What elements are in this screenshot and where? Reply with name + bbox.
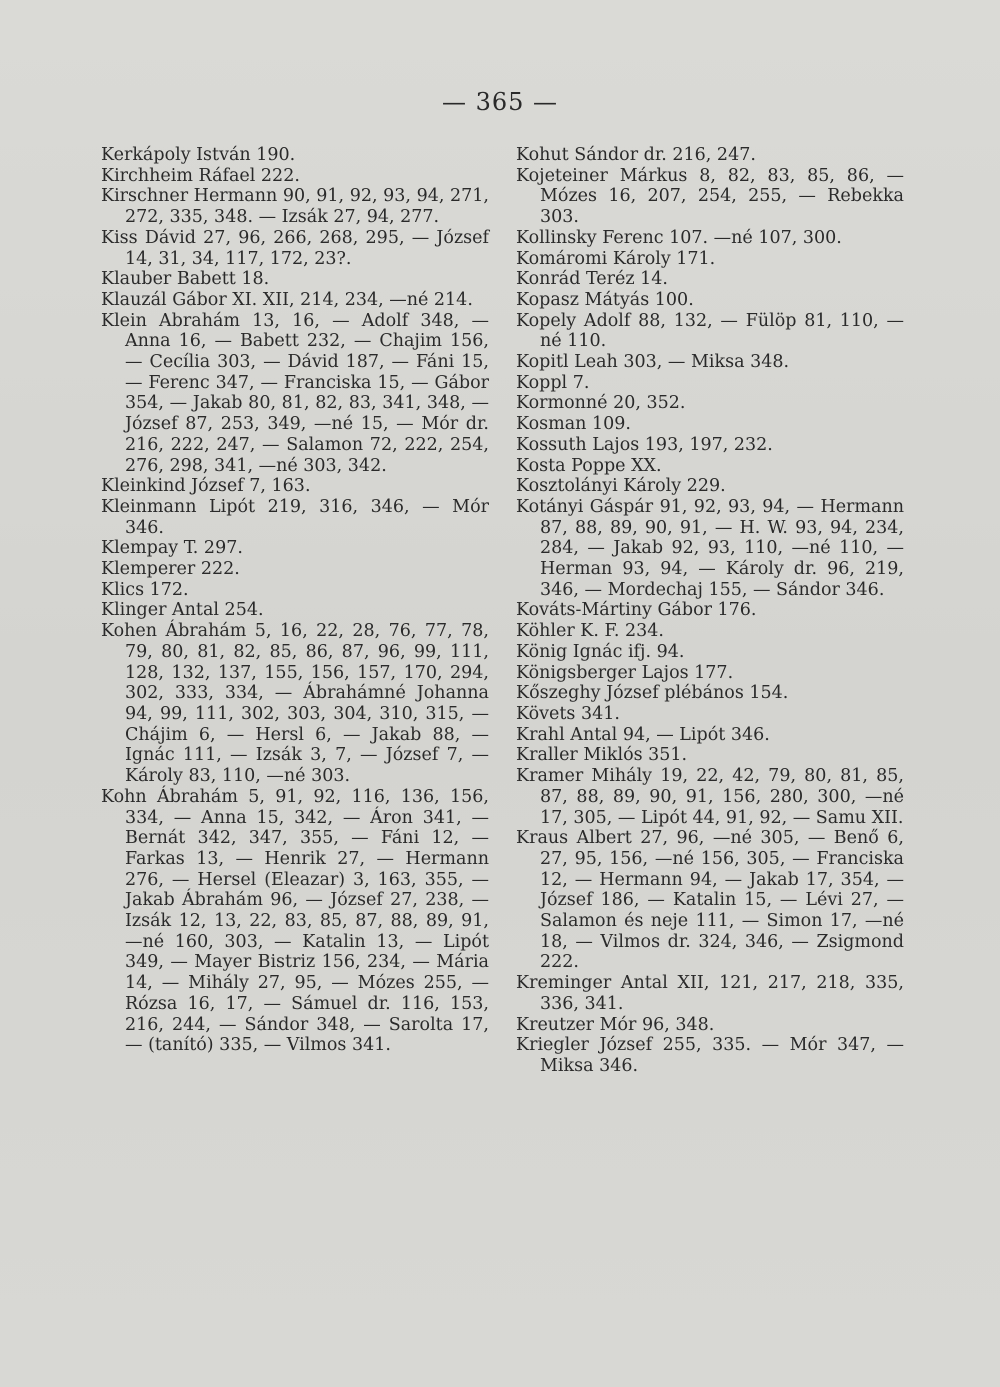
index-entry: Klein Abrahám 13, 16, — Adolf 348, — Anna 16, — Babett 232, — Chajim 156, — Cecília 303, — Dávid 187, — Fáni 15, — Ferenc 347, — Franciska 15, — Gábor 354, — Jakab 80, 81, 82, 83, 341, 348, — József 87, 253, 349, —né 15, — Mór dr. 216, 222, 247, — Salamon 72, 222, 254, 276, 298, 341, —né 303, 342. [101, 310, 489, 476]
index-entry: Konrád Teréz 14. [516, 269, 668, 290]
index-entry: Klauber Babett 18. [101, 269, 270, 290]
index-entry: Kosztolányi Károly 229. [516, 476, 726, 497]
index-entry: Kreutzer Mór 96, 348. [516, 1014, 715, 1035]
index-entry: Kosman 109. [516, 414, 631, 435]
page-number: — 365 — [441, 88, 559, 116]
index-entry: Kirchheim Ráfael 222. [101, 165, 300, 186]
index-entry: Kojeteiner Márkus 8, 82, 83, 85, 86, — Mózes 16, 207, 254, 255, — Rebekka 303. [516, 165, 904, 228]
index-column-left [101, 145, 489, 1056]
index-entry: Kopely Adolf 88, 132, — Fülöp 81, 110, —né 110. [516, 310, 904, 352]
index-entry: Königsberger Lajos 177. [516, 662, 734, 683]
index-entry: Kreminger Antal XII, 121, 217, 218, 335, 336, 341. [516, 973, 904, 1014]
index-entry: Klemperer 222. [101, 559, 240, 580]
index-entry: Kleinmann Lipót 219, 316, 346, — Mór 346. [101, 496, 489, 538]
index-entry: Komáromi Károly 171. [516, 248, 716, 269]
index-entry: Kohn Ábrahám 5, 91, 92, 116, 136, 156, 334, — Anna 15, 342, — Áron 341, — Bernát 342, 347, 355, — Fáni 12, — Farkas 13, — Henrik 27, — Hermann 276, — Hersel (Eleazar) 3, 163, 355, — Jakab Ábrahám 96, — József 27, 238, — Izsák 12, 13, 22, 83, 85, 87, 88, 89, 91, —né 160, 303, — Katalin 13, — Lipót 349, — Mayer Bistriz 156, 234, — Mária 14, — Mihály 27, 95, — Mózes 255, — Rózsa 16, 17, — Sámuel dr. 116, 153, 216, 244, — Sándor 348, — Sarolta 17, — (tanító) 335, — Vilmos 341. [101, 786, 489, 1056]
index-entry: Kováts-Mártiny Gábor 176. [516, 600, 757, 621]
index-entry: Kramer Mihály 19, 22, 42, 79, 80, 81, 85, 87, 88, 89, 90, 91, 156, 280, 300, —né 17, 305, — Lipót 44, 91, 92, — Samu XII. [516, 766, 904, 828]
index-entry: Kopitl Leah 303, — Miksa 348. [516, 352, 790, 373]
index-entry: Kerkápoly István 190. [101, 145, 296, 165]
index-entry: Kotányi Gáspár 91, 92, 93, 94, — Hermann 87, 88, 89, 90, 91, — H. W. 93, 94, 234, 284, — Jakab 92, 93, 110, —né 110, — Herman 93, 94, — Károly dr. 96, 219, 346, — Mordechaj 155, — Sándor 346. [516, 496, 904, 600]
index-entry: Kraus Albert 27, 96, —né 305, — Benő 6, 27, 95, 156, —né 156, 305, — Franciska 12, — Hermann 94, — Jakab 17, 354, — József 186, — Katalin 15, — Lévi 27, — Salamon és neje 111, — Simon 17, —né 18, — Vilmos dr. 324, 346, — Zsigmond 222. [516, 828, 904, 973]
index-entry: Klauzál Gábor XI. XII, 214, 234, —né 214. [101, 289, 473, 310]
index-entry: Kosta Poppe XX. [516, 455, 662, 476]
index-entry: Kormonné 20, 352. [516, 393, 686, 414]
index-entry: Kriegler József 255, 335. — Mór 347, — Miksa 346. [516, 1035, 904, 1076]
index-entry: Kohut Sándor dr. 216, 247. [516, 145, 756, 165]
index-entry: Kossuth Lajos 193, 197, 232. [516, 434, 773, 455]
index-entry: Kopasz Mátyás 100. [516, 289, 694, 310]
index-entry: Kiss Dávid 27, 96, 266, 268, 295, — József 14, 31, 34, 117, 172, 23?. [101, 227, 489, 269]
index-entry: König Ignác ifj. 94. [516, 641, 685, 662]
index-column-right [516, 145, 904, 1077]
index-entry: Kollinsky Ferenc 107. —né 107, 300. [516, 227, 842, 248]
index-entry: Kirschner Hermann 90, 91, 92, 93, 94, 271, 272, 335, 348. — Izsák 27, 94, 277. [101, 186, 489, 228]
index-entry: Krahl Antal 94, — Lipót 346. [516, 724, 770, 745]
index-entry: Koppl 7. [516, 372, 590, 393]
index-entry: Klics 172. [101, 579, 189, 600]
index-entry: Klinger Antal 254. [101, 600, 264, 621]
index-entry: Kohen Ábrahám 5, 16, 22, 28, 76, 77, 78, 79, 80, 81, 82, 85, 86, 87, 96, 99, 111, 128, 132, 137, 155, 156, 157, 170, 294, 302, 333, 334, — Ábrahámné Johanna 94, 99, 111, 302, 303, 304, 310, 315, — Chájim 6, — Hersl 6, — Jakab 88, — Ignác 111, — Izsák 3, 7, — József 7, — Károly 83, 110, —né 303. [101, 621, 489, 787]
index-entry: Követs 341. [516, 703, 620, 724]
index-entry: Klempay T. 297. [101, 538, 243, 559]
index-entry: Kőszeghy József plébános 154. [516, 683, 789, 704]
index-entry: Köhler K. F. 234. [516, 621, 664, 642]
index-entry: Kraller Miklós 351. [516, 745, 688, 766]
index-entry: Kleinkind József 7, 163. [101, 476, 311, 497]
